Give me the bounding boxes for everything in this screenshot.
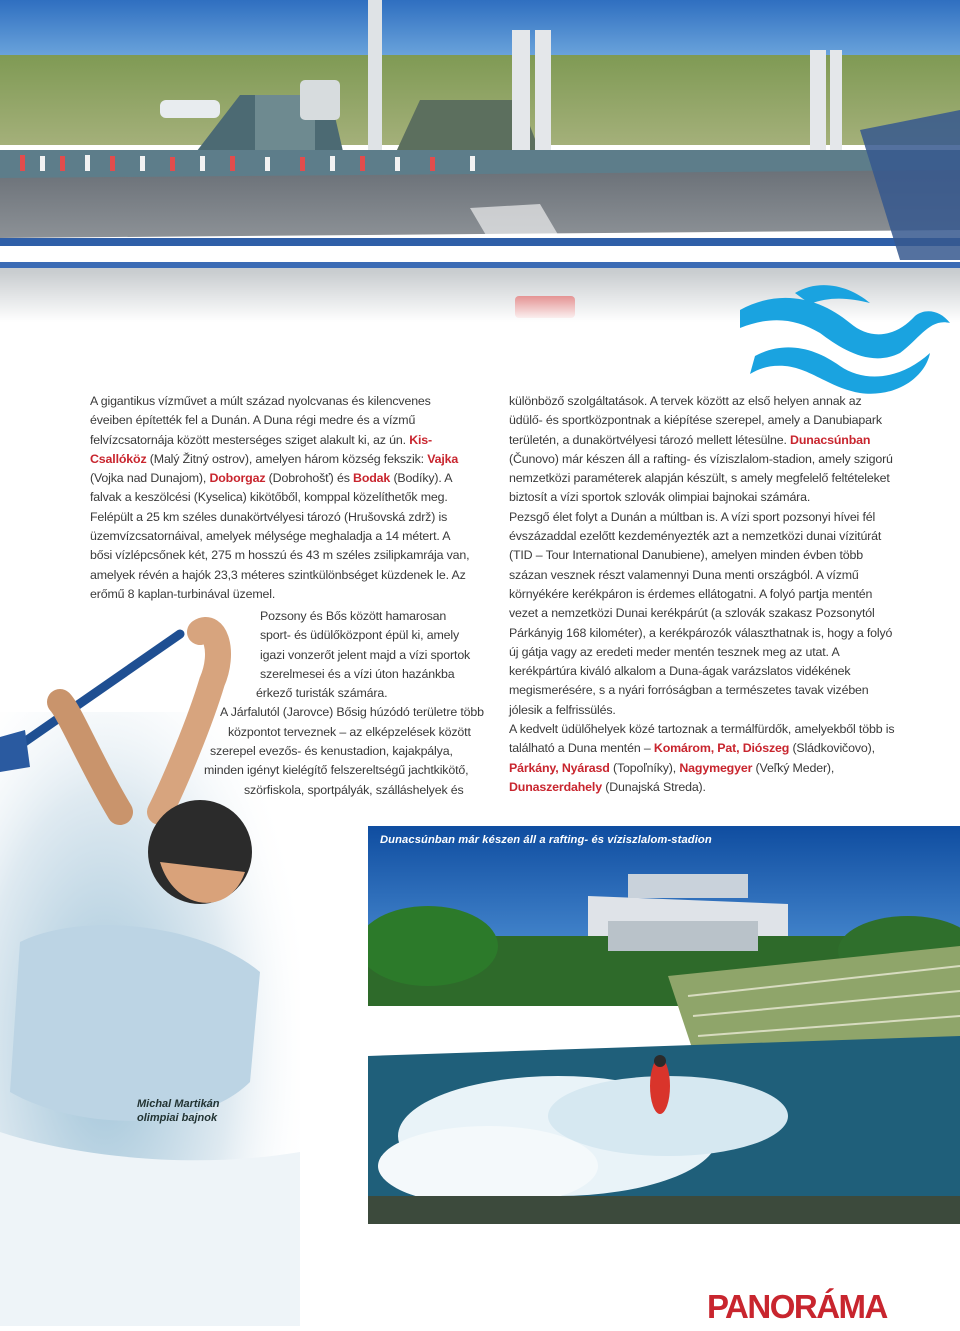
athlete-caption (137, 1097, 220, 1125)
right-paragraph-1: különböző szolgáltatások. A tervek között az első helyen annak az üdülő- és sportközpontnak a kiépítése szerepel, amely a Danubiapark területén, a dunakörtvélyesi tározó mellett létesülne. Dunacsúnban (Čunovo) már készen áll a rafting- és víziszlalom-stadion, amely szigorú nemzetközi paraméterek alapján készült, s amely megfelelő feltételeket biztosít a vízi sportok szlovák olimpiai bajnokai számára. (509, 394, 893, 505)
athlete-name: Michal Martikán (137, 1098, 220, 1110)
right-column-text (509, 392, 897, 797)
center-line-9: minden igényt kielégítő felszereltségű jachtkikötő, (204, 763, 469, 778)
center-line-2: sport- és üdülőközpont épül ki, amely (260, 628, 460, 643)
center-paragraph (196, 607, 486, 800)
right-paragraph-2: Pezsgő élet folyt a Dunán a múltban is. A vízi sport pozsonyi hívei fél évszázaddal ezelőtt kezdeményezték azt a nemzetközi dunai vízitúrát (TID – Tour International Danubiene), amelyen minden évben több százan vesznek részt valamennyi Duna menti országból. A vízmű környékére kerékpáron is érdemes ellátogatni. A folyó partja mentén vezet a nemzetközi Dunai kerékpárút (a szlovák szakasz Pozsonytól Párkányig 168 kilométer), a kerékpározók választhatnak is, hogy a folyó új gátja vagy az eredeti meder mentén tesznek meg az utat. A kerékpártúra kiváló alkalom a Duna-ágak varázslatos vidékének megismerésére, s a nyári forróságban a természetes tavak vizében jólesik a felfrissülés. (509, 509, 893, 717)
highlight-bodak: Bodak (353, 471, 391, 486)
highlight-dunaszerdahely: Dunaszerdahely (509, 779, 602, 794)
center-line-1: Pozsony és Bős között hamarosan (260, 609, 447, 623)
highlight-nagymegyer: Nagymegyer (679, 760, 753, 775)
panorama-logo: PANORÁMA (707, 1288, 887, 1325)
center-line-3: igazi vonzerőt jelent majd a vízi sportok (260, 647, 471, 662)
center-line-5: érkező turisták számára. (256, 686, 388, 701)
athlete-title: olimpiai bajnok (137, 1112, 218, 1124)
stadium-photo (368, 826, 960, 1224)
highlight-kis-csallokoz: Kis-Csallóköz (90, 432, 433, 466)
stadium-caption: Dunacsúnban már készen áll a rafting- és víziszlalom-stadion (380, 834, 712, 846)
center-line-6: A Járfalutól (Jarovce) Bősig húzódó területre több (220, 705, 484, 720)
center-line-10: szörfiskola, sportpályák, szálláshelyek és (244, 782, 464, 797)
highlight-parkany-nyarasd: Párkány, Nyárasd (509, 760, 610, 775)
center-line-8: szerepel evezős- és kenustadion, kajakpálya, (210, 744, 453, 759)
highlight-vajka: Vajka (427, 451, 459, 466)
highlight-dunacsunban: Dunacsúnban (790, 432, 871, 447)
highlight-komarom-pat-dioszeg: Komárom, Pat, Diószeg (653, 741, 790, 756)
wave-logo-icon (700, 268, 960, 408)
left-column-text (90, 392, 472, 604)
right-paragraph-3: A kedvelt üdülőhelyek közé tartoznak a termálfürdők, amelyekből több is található a Duna mentén – Komárom, Pat, Diószeg (Sládkovičovo), Párkány, Nyárasd (Topoľníky), Nagymegyer (Veľký Meder), Dunaszerdahely (Dunajská Streda). (509, 722, 895, 794)
highlight-doborgaz: Doborgaz (209, 471, 266, 486)
left-paragraph: A gigantikus vízművet a múlt század nyolcvanas és kilencvenes éveiben építették fel a Dunán. A Duna régi medre és a vízmű felvízcsatornája között mesterséges sziget alakult ki, az ún. Kis-Csallóköz (Malý Žitný ostrov), amelyen három község fekszik: Vajka (Vojka nad Dunajom), Doborgaz (Dobrohošť) és Bodak (Bodíky). A falvak a keszölcési (Kyselica) kikötőből, komppal közelíthetők meg. Felépült a 25 km széles dunakörtvélyesi tározó (Hrušovská zdrž) is üzemvízcsatornáival, amelyek mélysége meghaladja a 14 métert. A bősi vízlépcsőnek két, 275 m hosszú és 43 m széles zsilipkamrája van, amelyek révén a hajók 23,3 méteres szintkülönbséget küzdenek le. Az erőmű 8 kaplan-turbinával üzemel. (90, 394, 470, 601)
center-line-4: szerelmesei és a vízi úton hazánkba (260, 666, 455, 681)
center-line-7: központot terveznek – az elképzelések között (228, 724, 471, 739)
